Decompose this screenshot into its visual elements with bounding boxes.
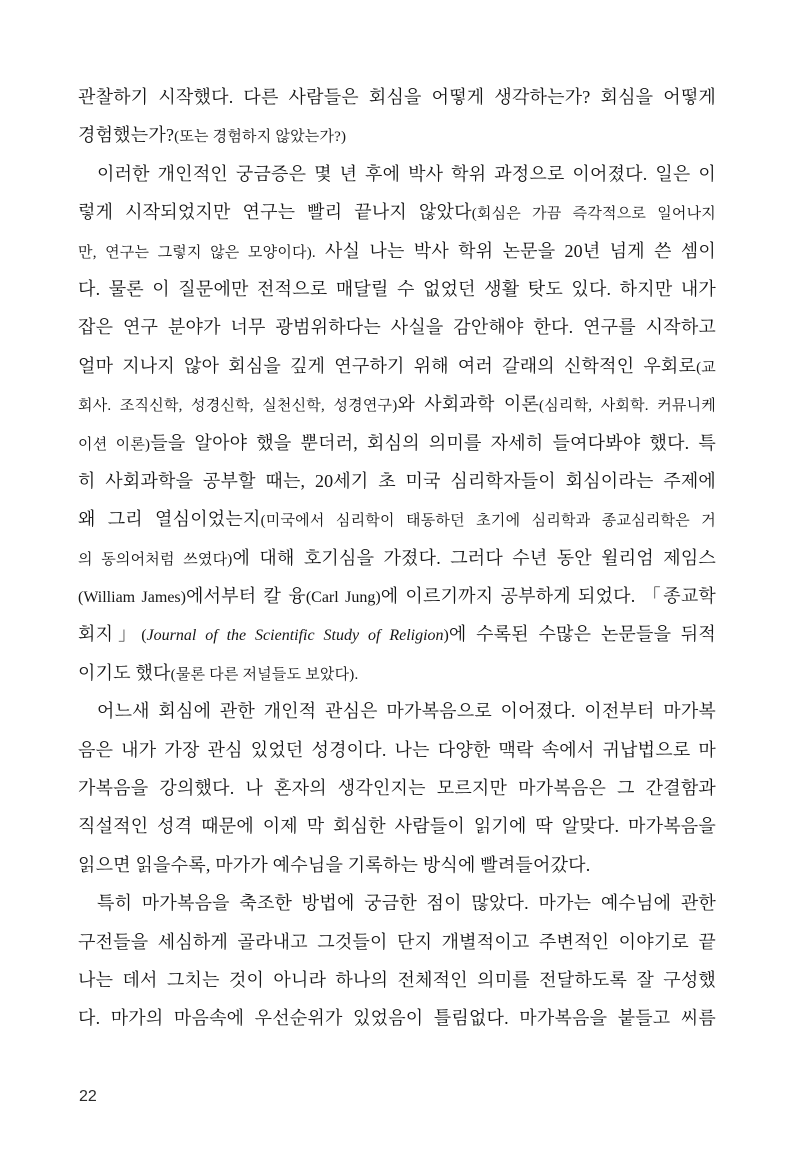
- text-segment: 사실 나는 박사 학위 논문을 20년 넘게 쓴 셈이: [315, 240, 716, 261]
- text-line: [78, 884, 716, 922]
- text-line: [78, 692, 716, 730]
- text-segment: 에 수록된 수많은 논문들을 뒤적: [448, 624, 716, 645]
- text-segment: 특히 마가복음을 축조한 방법에 궁금한 점이 많았다. 마가는 예수님에 관한: [97, 893, 716, 914]
- text-segment: 왜 그리 열심이었는지: [78, 509, 261, 530]
- text-line: [78, 961, 716, 999]
- text-segment: 얼마 지나지 않아 회심을 깊게 연구하기 위해 여러 갈래의 신학적인 우회로: [78, 355, 697, 376]
- text-line: [78, 731, 716, 769]
- text-segment: 다. 물론 이 질문에만 전적으로 매달릴 수 없었던 생활 탓도 있다. 하지만 내가: [78, 278, 716, 299]
- text-line: [78, 385, 716, 423]
- text-segment: 어느새 회심에 관한 개인적 관심은 마가복음으로 이어졌다. 이전부터 마가복: [97, 701, 716, 722]
- text-segment: 가복음을 강의했다. 나 혼자의 생각인지는 모르지만 마가복음은 그 간결함과: [78, 778, 716, 799]
- page-number: 22: [79, 1088, 97, 1105]
- text-line: [78, 308, 716, 346]
- text-segment: 나는 데서 그치는 것이 아니라 하나의 전체적인 의미를 전달하도록 잘 구성했: [78, 969, 716, 990]
- page-text: [78, 78, 716, 1038]
- text-segment: (미국에서 심리학이 태동하던 초기에 심리학과 종교심리학은 거: [260, 513, 716, 530]
- text-segment: (Carl Jung): [305, 589, 381, 607]
- text-line: [78, 539, 716, 577]
- text-segment: 렇게 시작되었지만 연구는 빨리 끝나지 않았다: [78, 202, 472, 223]
- text-segment: (교: [696, 359, 716, 376]
- text-segment: 관찰하기 시작했다. 다른 사람들은 회심을 어떻게 생각하는가? 회심을 어떻게: [78, 87, 716, 107]
- text-segment: ): [443, 627, 449, 645]
- text-segment: 이러한 개인적인 궁금증은 몇 년 후에 박사 학위 과정으로 이어졌다. 일은 이: [97, 163, 716, 184]
- text-segment: 경험했는가?: [78, 125, 175, 146]
- text-segment: 에 대해 호기심을 가졌다. 그러다 수년 동안 윌리엄 제임스: [232, 547, 716, 568]
- text-segment: (물론 다른 저널들도 보았다).: [170, 666, 359, 683]
- text-line: [78, 807, 716, 845]
- text-line: [78, 462, 716, 500]
- text-line: [78, 500, 716, 538]
- text-segment: (William James): [78, 589, 186, 607]
- text-segment: 회지」: [78, 624, 142, 645]
- text-segment: 에서부터 칼 융: [186, 586, 306, 607]
- text-segment: 의 동의어처럼 쓰였다): [78, 551, 233, 568]
- text-segment: (: [141, 627, 147, 645]
- text-segment: 와 사회과학 이론: [397, 394, 540, 415]
- text-segment: (회심은 가끔 즉각적으로 일어나지: [471, 206, 716, 223]
- text-segment: (심리학, 사회학. 커뮤니케: [539, 398, 717, 415]
- text-segment: 다. 마가의 마음속에 우선순위가 있었음이 틀림없다. 마가복음을 붙들고 씨름: [78, 1008, 716, 1029]
- text-segment: 음은 내가 가장 관심 있었던 성경이다. 나는 다양한 맥락 속에서 귀납법으로 마: [78, 739, 716, 760]
- text-segment: 잡은 연구 분야가 너무 광범위하다는 사실을 감안해야 한다. 연구를 시작하고: [78, 317, 716, 338]
- text-segment: 구전들을 세심하게 골라내고 그것들이 단지 개별적이고 주변적인 이야기로 끝: [78, 931, 716, 952]
- text-segment: (또는 경험하지 않았는가?): [174, 129, 347, 146]
- text-line: [78, 347, 716, 385]
- text-line: [78, 615, 716, 653]
- text-segment: 읽으면 읽을수록, 마가가 예수님을 기록하는 방식에 빨려들어갔다.: [78, 854, 591, 875]
- text-segment: 들을 알아야 했을 뿐더러, 회심의 의미를 자세히 들여다봐야 했다. 특: [150, 432, 717, 453]
- text-segment: 이기도 했다: [78, 662, 171, 683]
- text-line: [78, 654, 716, 692]
- text-segment: 만, 연구는 그렇지 않은 모양이다).: [78, 244, 316, 261]
- text-line: [78, 270, 716, 308]
- text-line: [78, 78, 716, 116]
- text-line: [78, 232, 716, 270]
- text-segment: Journal of the Scientific Study of Religion: [146, 627, 444, 645]
- text-segment: 이션 이론): [78, 436, 151, 453]
- text-line: [78, 923, 716, 961]
- text-segment: 에 이르기까지 공부하게 되었다. 「종교학: [380, 586, 716, 607]
- text-line: [78, 155, 716, 193]
- text-segment: 히 사회과학을 공부할 때는, 20세기 초 미국 심리학자들이 회심이라는 주제에: [78, 470, 716, 491]
- text-line: [78, 769, 716, 807]
- text-line: [78, 999, 716, 1037]
- text-segment: 회사. 조직신학, 성경신학, 실천신학, 성경연구): [78, 398, 398, 415]
- text-line: [78, 193, 716, 231]
- text-line: [78, 116, 716, 154]
- text-line: [78, 424, 716, 462]
- text-segment: 직설적인 성격 때문에 이제 막 회심한 사람들이 읽기에 딱 알맞다. 마가복음을: [78, 816, 716, 837]
- text-line: [78, 846, 716, 884]
- text-line: [78, 577, 716, 615]
